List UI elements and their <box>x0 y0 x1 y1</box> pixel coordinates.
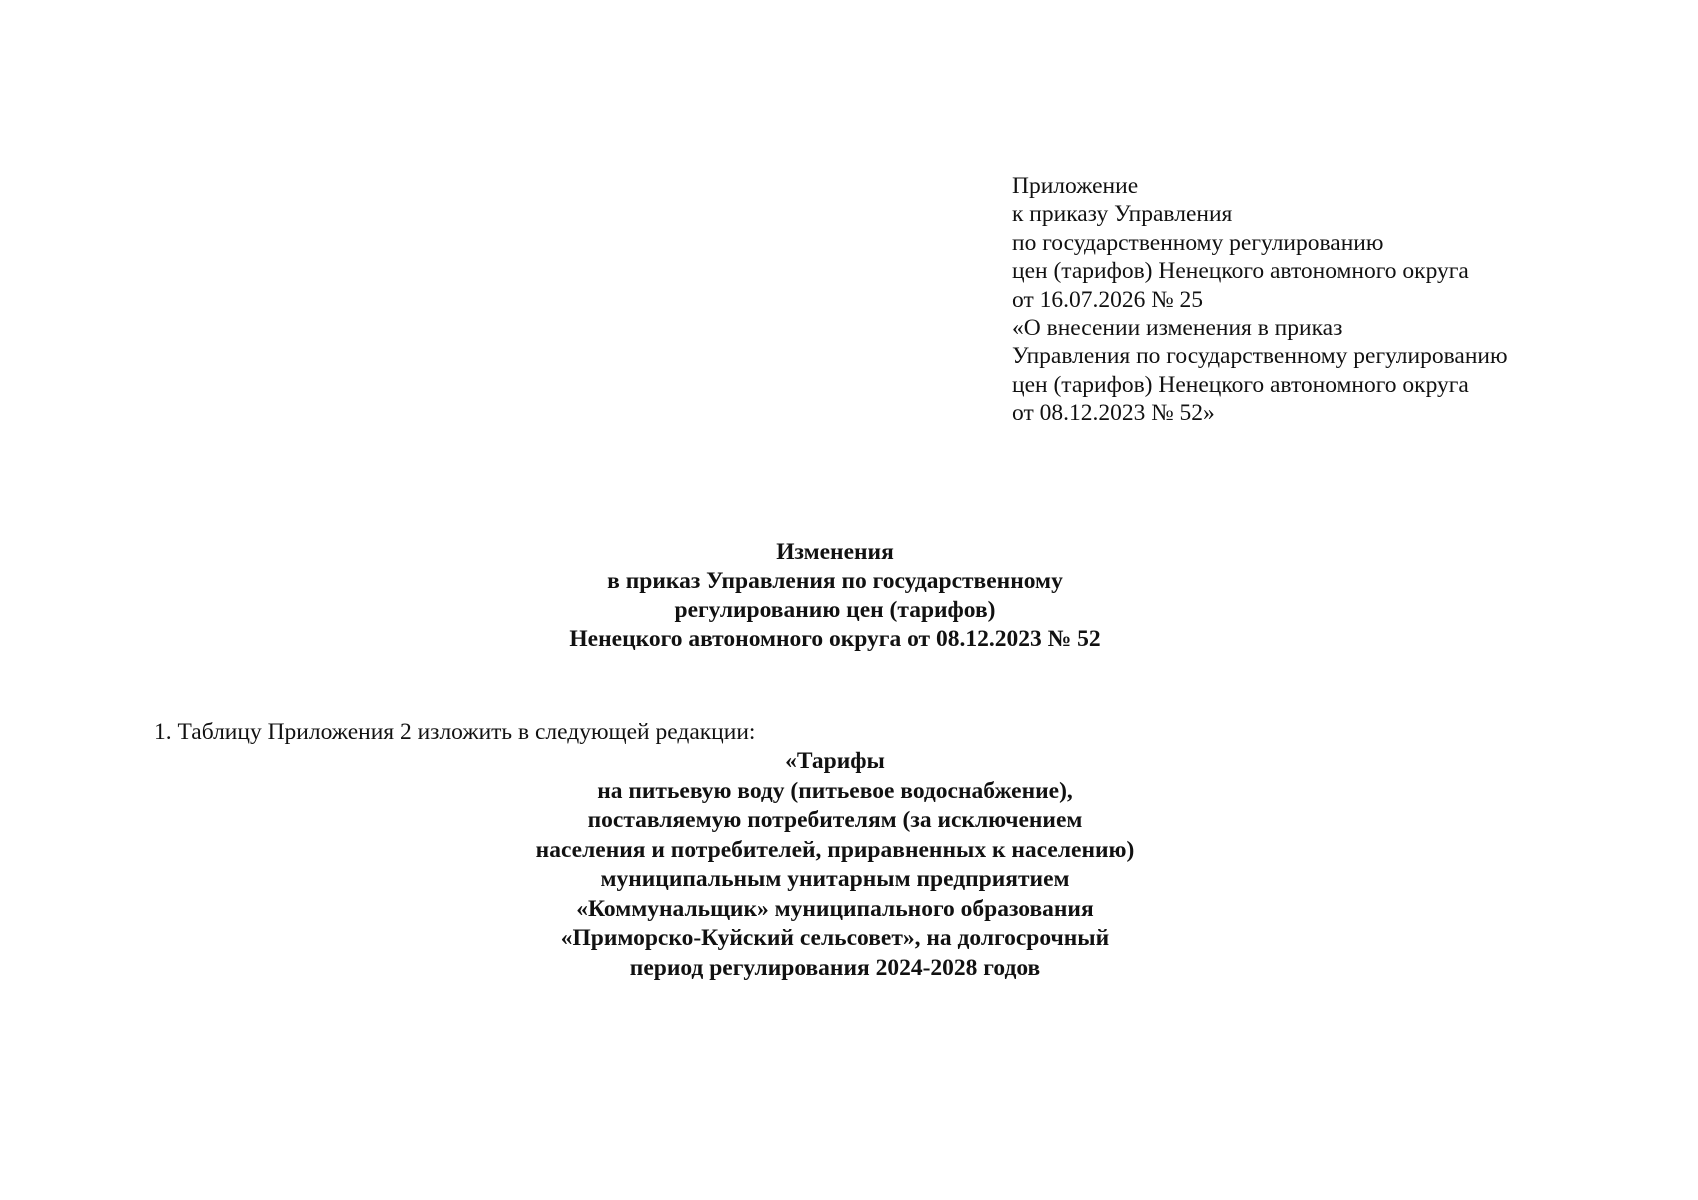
changes-title <box>420 538 1250 654</box>
item-one-text: 1. Таблицу Приложения 2 изложить в следующей редакции: <box>154 719 756 745</box>
tariff-title-line: «Коммунальщик» муниципального образования <box>576 895 1094 922</box>
changes-title-line: Ненецкого автономного округа от 08.12.2023 № 52 <box>569 626 1101 652</box>
tariff-title-line: период регулирования 2024-2028 годов <box>629 954 1041 981</box>
tariff-title-line: населения и потребителей, приравненных к населению) <box>535 836 1135 863</box>
tariff-title-line: «Тарифы <box>785 748 885 774</box>
tariff-title <box>420 747 1250 983</box>
appendix-line: к приказу Управления <box>1012 201 1233 228</box>
appendix-line: по государственному регулированию <box>1012 229 1384 256</box>
tariff-title-line: муниципальным унитарным предприятием <box>600 866 1070 892</box>
changes-title-line: Изменения <box>776 539 894 565</box>
appendix-line: «О внесении изменения в приказ <box>1012 315 1343 342</box>
appendix-line: Управления по государственному регулированию <box>1012 343 1508 370</box>
appendix-line: цен (тарифов) Ненецкого автономного округа <box>1012 371 1469 398</box>
appendix-line: от 08.12.2023 № 52» <box>1012 400 1215 427</box>
changes-title-line: регулированию цен (тарифов) <box>674 597 996 623</box>
appendix-line: цен (тарифов) Ненецкого автономного округа <box>1012 258 1469 285</box>
tariff-title-line: «Приморско-Куйский сельсовет», на долгосрочный <box>560 925 1110 951</box>
changes-title-line: в приказ Управления по государственному <box>607 568 1063 594</box>
appendix-line: от 16.07.2026 № 25 <box>1012 286 1204 313</box>
tariff-title-line: на питьевую воду (питьевое водоснабжение), <box>597 777 1073 804</box>
tariff-title-line: поставляемую потребителям (за исключением <box>587 807 1083 833</box>
appendix-line: Приложение <box>1012 173 1139 199</box>
appendix-header <box>1012 172 1652 428</box>
